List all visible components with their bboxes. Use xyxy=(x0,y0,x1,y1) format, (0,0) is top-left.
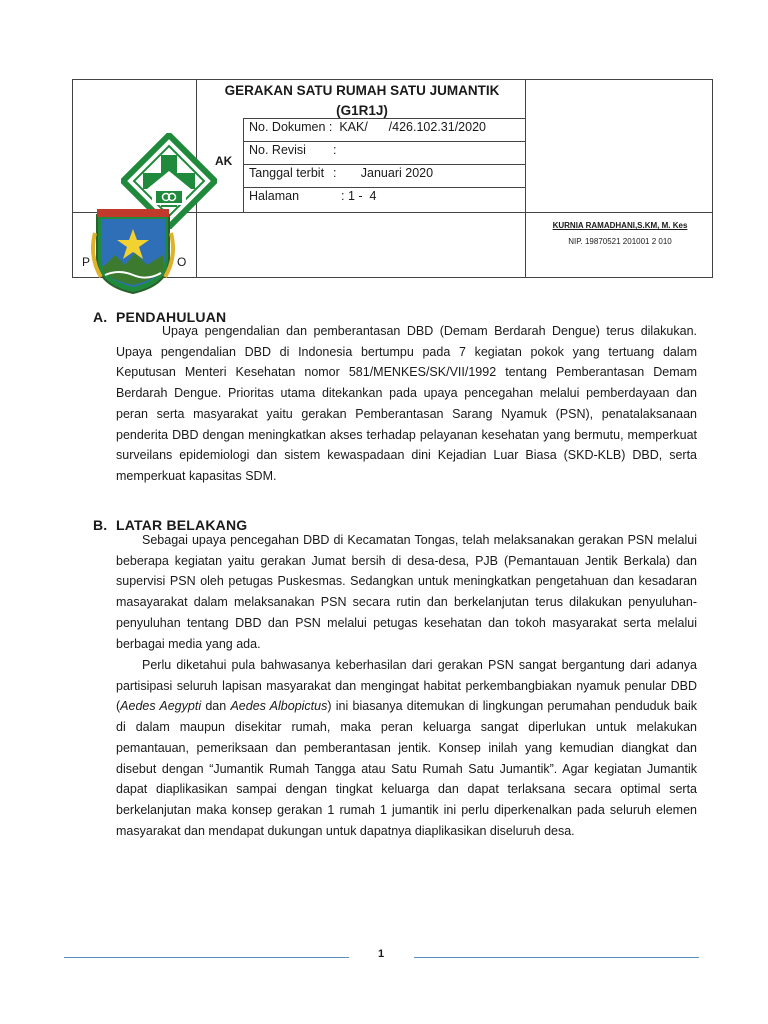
header-fragment-o: O xyxy=(177,255,187,269)
header-fragment-ak: AK xyxy=(215,154,233,168)
species-name-albopictus: Aedes Albopictus xyxy=(230,699,328,714)
issued-row xyxy=(249,165,433,181)
section-b-title: LATAR BELAKANG xyxy=(116,517,248,533)
section-b-paragraph-1: Sebagai upaya pencegahan DBD di Kecamatan Tongas, telah melaksanakan gerakan PSN melalui beberapa kegiatan yaitu gerakan Jumat bersih di desa-desa, PJB (Pemantauan Jentik Berkala) dan supervisi PSN oleh petugas Puskesmas. Sedangkan untuk meningkatkan pengetahuan dan kesadaran masayarakat dalam melaksanakan PSN secara rutin dan berkelanjutan terus dilakukan penyuluhan-penyuluhan tentang DBD dan PSN melalui petugas kesehatan dan tokoh masyarakat serta melalui berbagai media yang ada. xyxy=(116,533,697,651)
revision-row xyxy=(249,142,336,158)
header-fragment-p: P xyxy=(82,255,91,269)
revision-label: No. Revisi xyxy=(249,143,306,157)
table-divider xyxy=(243,118,244,212)
title-line-2: (G1R1J) xyxy=(336,103,388,118)
document-title xyxy=(197,80,527,121)
signer-name: KURNIA RAMADHANI,S.KM, M. Kes xyxy=(552,221,688,230)
section-a-number: A. xyxy=(93,309,108,325)
section-a-paragraph: Upaya pengendalian dan pemberantasan DBD (Demam Berdarah Dengue) terus dilakukan. Upaya pengendalian DBD di Indonesia bertumpu pada 7 kegiatan pokok yang tertuang dalam Keputusan Menteri Kesehatan nomor 581/MENKES/SK/VII/1992 tentang Pemberantasan Demam Berdarah Dengue. Prioritas utama ditekankan pada upaya pencegahan melalui pemberdayaan dan peran serta masyarakat yaitu gerakan Pemberantasan Sarang Nyamuk (PSN), penatalaksanaan penderita DBD dengan meningkatkan akses terhadap pelayanan kesehatan yang bermutu, memperkuat surveilans epidemiologi dan sistem kewaspadaan dini Kejadian Luar Biasa (SKD-KLB) DBD, serta memperkuat kapasitas SDM. xyxy=(116,324,697,483)
page-label: Halaman xyxy=(249,189,300,203)
species-name-aegypti: Aedes Aegypti xyxy=(120,699,202,714)
doc-number-row xyxy=(249,119,486,135)
issued-label: Tanggal terbit xyxy=(249,166,325,180)
footer-rule-left xyxy=(64,957,349,958)
page-row xyxy=(249,188,376,204)
doc-number-label: No. Dokumen xyxy=(249,120,326,134)
footer-rule-right xyxy=(414,957,699,958)
revision-value: : xyxy=(333,143,337,157)
page-value: : 1 - 4 xyxy=(341,189,377,203)
paragraph-text: ) ini biasanya ditemukan di lingkungan perumahan penduduk baik di dalam maupun disekitar rumah, maka peran keluarga sangat diperlukan untuk melakukan pemantauan, pemeriksaan dan pemberantasan jentik. Konsep inilah yang kemudian diangkat dan disebut dengan “Jumantik Rumah Tangga atau Satu Rumah Satu Jumantik”. Agar kegiatan Jumantik dapat diaplikasikan sampai dengan tingkat keluarga dan dapat terlaksana secara optimal serta berkelanjutan maka konsep gerakan 1 rumah 1 jumantik ini perlu diperkenalkan pada seluruh elemen masyarakat dan mendapat dukungan untuk dapatnya diaplikasikan diseluruh desa. xyxy=(116,699,697,838)
section-b-paragraph-2 xyxy=(116,655,697,841)
section-b-number: B. xyxy=(93,517,108,533)
signer-nip: NIP. 19870521 201001 2 010 xyxy=(568,237,672,246)
doc-number-value: : KAK/ /426.102.31/2020 xyxy=(328,120,486,134)
title-line-1: GERAKAN SATU RUMAH SATU JUMANTIK xyxy=(224,83,500,98)
issued-value: : Januari 2020 xyxy=(333,166,434,180)
document-header-table xyxy=(72,79,713,278)
regency-emblem-icon xyxy=(91,207,175,295)
paragraph-text: dan xyxy=(201,699,231,714)
section-a-title: PENDAHULUAN xyxy=(116,309,227,325)
paragraph-text: Perlu diketahui pula bahwasanya keberhasilan dari gerakan PSN sangat bergantung dari adanya partisipasi seluruh lapisan masyarakat dan mengingat habitat perkembangbiakan nyamuk penular DBD ( xyxy=(116,658,697,714)
page-number: 1 xyxy=(377,948,385,960)
